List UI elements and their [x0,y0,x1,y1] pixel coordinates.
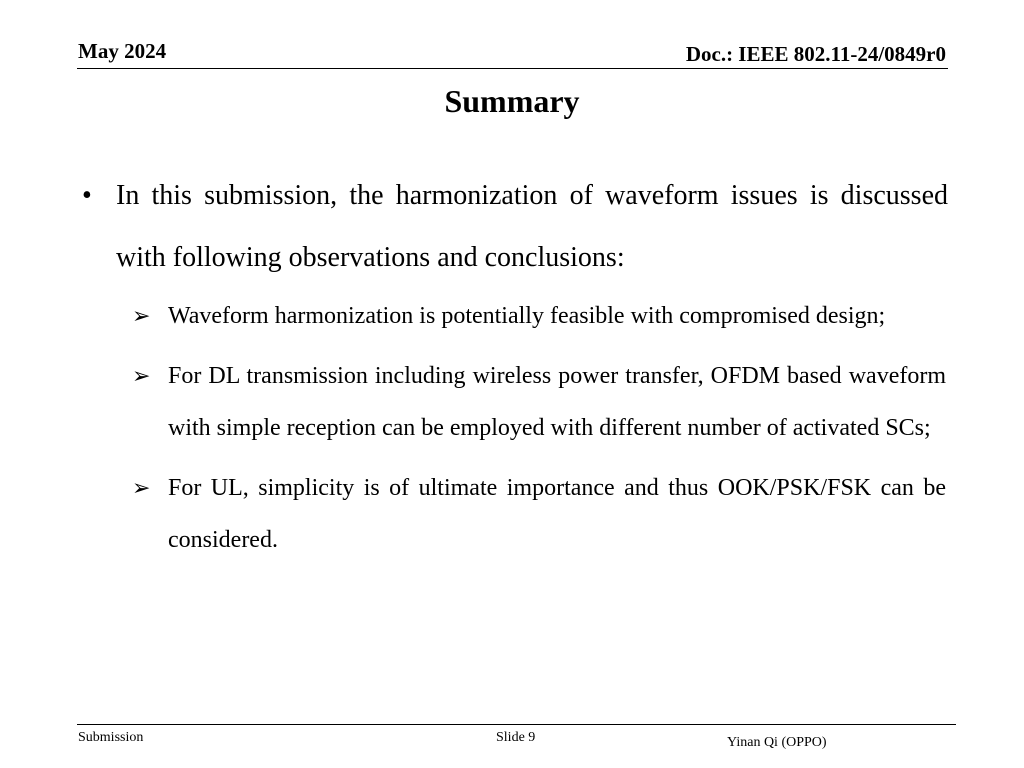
main-bullet-text: In this submission, the harmonization of waveform issues is discussed with following observations and conclusions: [116,180,948,273]
arrow-bullet-icon: ➢ [132,363,151,388]
header-divider [77,68,948,69]
main-bullet [76,165,948,289]
arrow-bullet-icon: ➢ [132,475,151,500]
sub-bullet-text: For DL transmission including wireless power transfer, OFDM based waveform with simple reception can be employed with different number of activated SCs; [168,363,946,441]
header-date: May 2024 [78,39,167,63]
slide-title: Summary [444,83,580,119]
arrow-bullet-icon: ➢ [132,303,151,328]
footer-divider [77,724,956,725]
sub-bullet-dl-transmission [128,350,946,454]
sub-bullet-waveform-harmonization [128,290,946,342]
sub-bullet-ul [128,462,946,566]
footer-author: Yinan Qi (OPPO) [727,735,827,750]
bullet-marker: • [82,180,92,211]
footer-slide-number: Slide 9 [496,730,536,745]
sub-bullet-text: For UL, simplicity is of ultimate importance and thus OOK/PSK/FSK can be considered. [168,475,946,553]
sub-bullet-list [128,290,946,574]
footer-submission: Submission [78,730,144,745]
sub-bullet-text: Waveform harmonization is potentially feasible with compromised design; [168,303,886,329]
header-document-id: Doc.: IEEE 802.11-24/0849r0 [685,42,946,66]
